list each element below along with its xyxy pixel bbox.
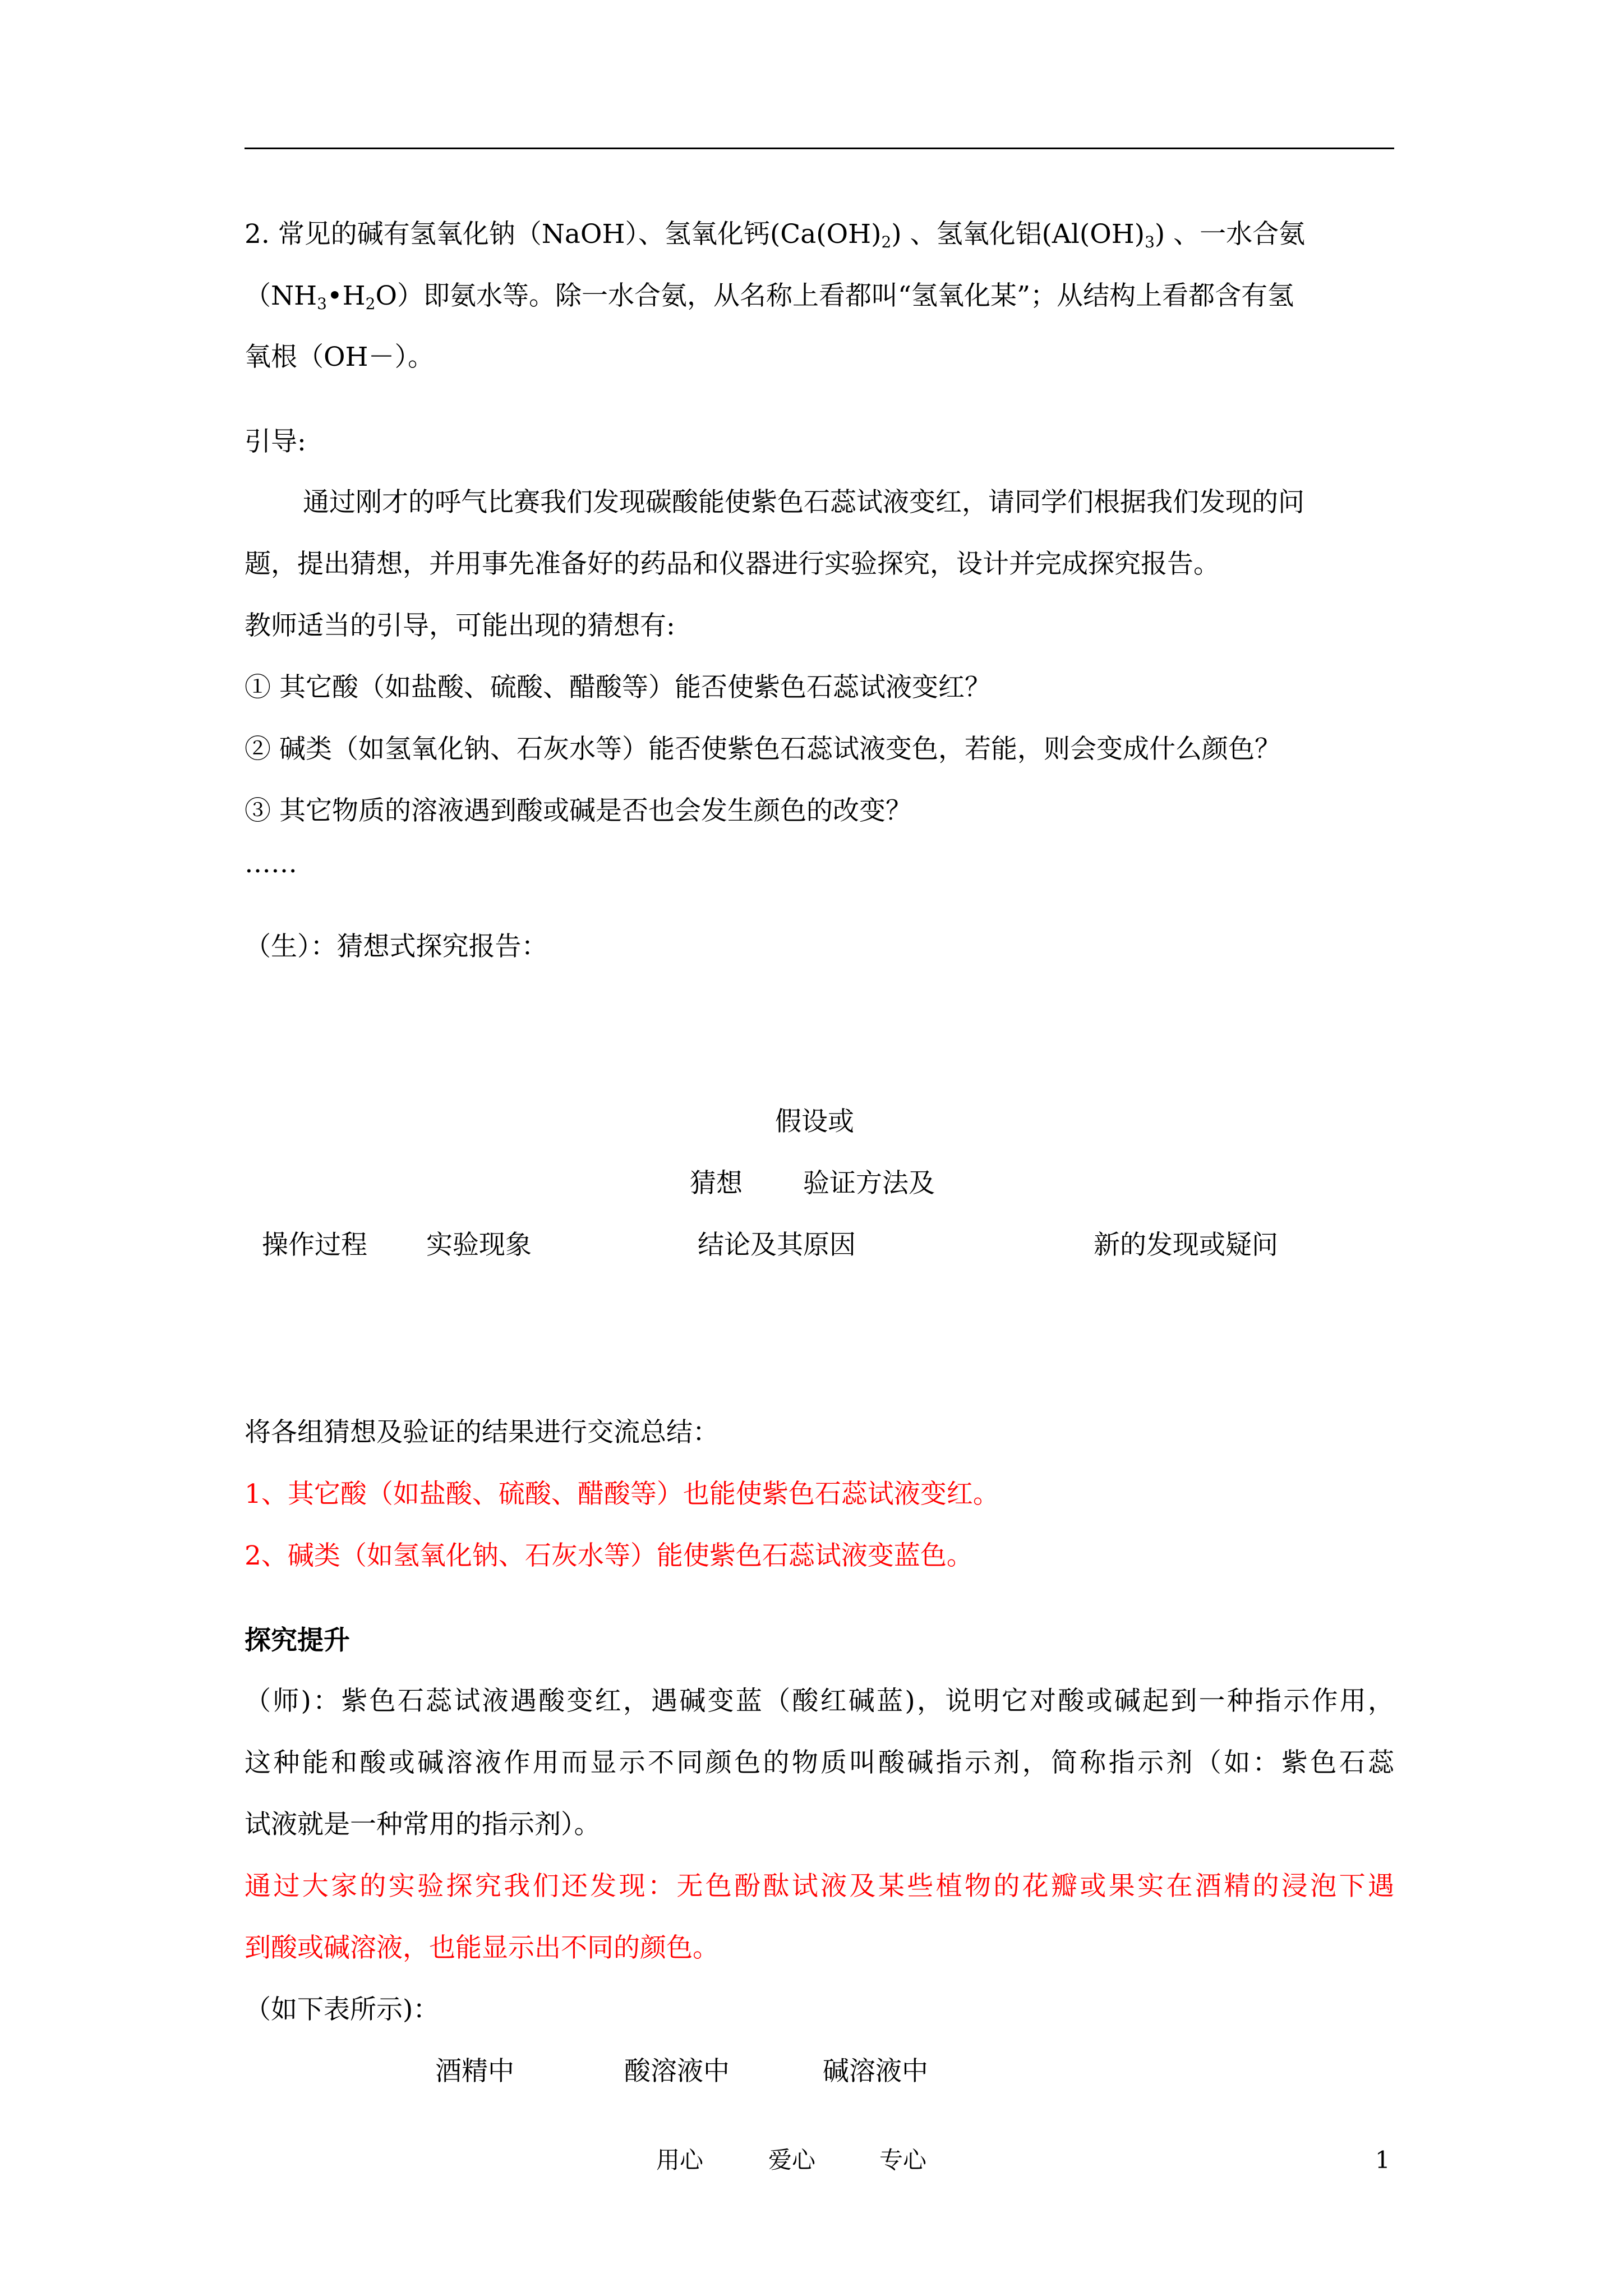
hypothesis-item-2: ② 碱类（如氢氧化钠、石灰水等）能否使紫色石蕊试液变色，若能，则会变成什么颜色？ [245, 734, 1281, 765]
paragraph-bases-line-1: 2. 常见的碱有氢氧化钠（NaOH）、氢氧化钙$(Ca(OH)_2)$ 、氢氧化铝$(Al(OH)_3)$ 、一水合氨 [245, 219, 1306, 251]
guide-line-2: 题，提出猜想，并用事先准备好的药品和仪器进行实验探究，设计并完成探究报告。 [245, 549, 1220, 579]
table-header-acid: 酸溶液中 [624, 2056, 730, 2087]
header-rule [245, 148, 1394, 149]
report-header-new-findings: 新的发现或疑问 [1094, 1230, 1278, 1260]
summary-intro: 将各组猜想及验证的结果进行交流总结： [245, 1417, 719, 1448]
explore-line-1: （师)：紫色石蕊试液遇酸变红，遇碱变蓝（酸红碱蓝)，说明它对酸或碱起到一种指示作用， [245, 1686, 1394, 1717]
report-label: （生）：猜想式探究报告： [245, 931, 548, 962]
ellipsis: …… [245, 848, 297, 879]
guide-line-1: 通过刚才的呼气比赛我们发现碳酸能使紫色石蕊试液变红，请同学们根据我们发现的问 [303, 487, 1304, 518]
table-header-base: 碱溶液中 [823, 2056, 928, 2087]
explore-red-line-1: 通过大家的实验探究我们还发现：无色酚酞试液及某些植物的花瓣或果实在酒精的浸泡下遇 [245, 1871, 1394, 1902]
report-header-procedure: 操作过程 [262, 1230, 367, 1260]
footer-motto-2: 爱心 [768, 2146, 816, 2174]
report-header-guess: 猜想 [690, 1168, 743, 1199]
summary-result-1: 1、其它酸（如盐酸、硫酸、醋酸等）也能使紫色石蕊试液变红。 [245, 1479, 999, 1510]
explore-heading: 探究提升 [245, 1625, 350, 1656]
paragraph-bases-line-2: $(NH_3•H_2O)$即氨水等。除一水合氨，从名称上看都叫“氢氧化某”；从结构上看都含有氢 [245, 280, 1294, 313]
guide-heading: 引导: [245, 426, 306, 457]
footer-motto-3: 专心 [879, 2146, 927, 2174]
summary-result-2: 2、碱类（如氢氧化钠、石灰水等）能使紫色石蕊试液变蓝色。 [245, 1540, 973, 1571]
report-header-method: 验证方法及 [803, 1168, 935, 1199]
table-header-alcohol: 酒精中 [435, 2056, 514, 2087]
page-number: 1 [1375, 2146, 1390, 2174]
paragraph-bases-line-3: 氧根（OH－）。 [245, 342, 435, 372]
explore-line-2: 这种能和酸或碱溶液作用而显示不同颜色的物质叫酸碱指示剂，简称指示剂（如：紫色石蕊 [245, 1747, 1394, 1778]
report-header-phenomenon: 实验现象 [426, 1230, 532, 1260]
table-label: （如下表所示)： [245, 1994, 440, 2025]
explore-line-3: 试液就是一种常用的指示剂）。 [245, 1809, 601, 1840]
guide-line-3: 教师适当的引导，可能出现的猜想有: [245, 610, 675, 641]
hypothesis-item-1: ① 其它酸（如盐酸、硫酸、醋酸等）能否使紫色石蕊试液变红？ [245, 672, 991, 703]
footer-motto-1: 用心 [656, 2146, 704, 2174]
report-header-hypothesis: 假设或 [775, 1106, 854, 1137]
explore-red-line-2: 到酸或碱溶液，也能显示出不同的颜色。 [245, 1932, 719, 1963]
hypothesis-item-3: ③ 其它物质的溶液遇到酸或碱是否也会发生颜色的改变？ [245, 795, 912, 826]
report-header-conclusion: 结论及其原因 [698, 1230, 856, 1260]
